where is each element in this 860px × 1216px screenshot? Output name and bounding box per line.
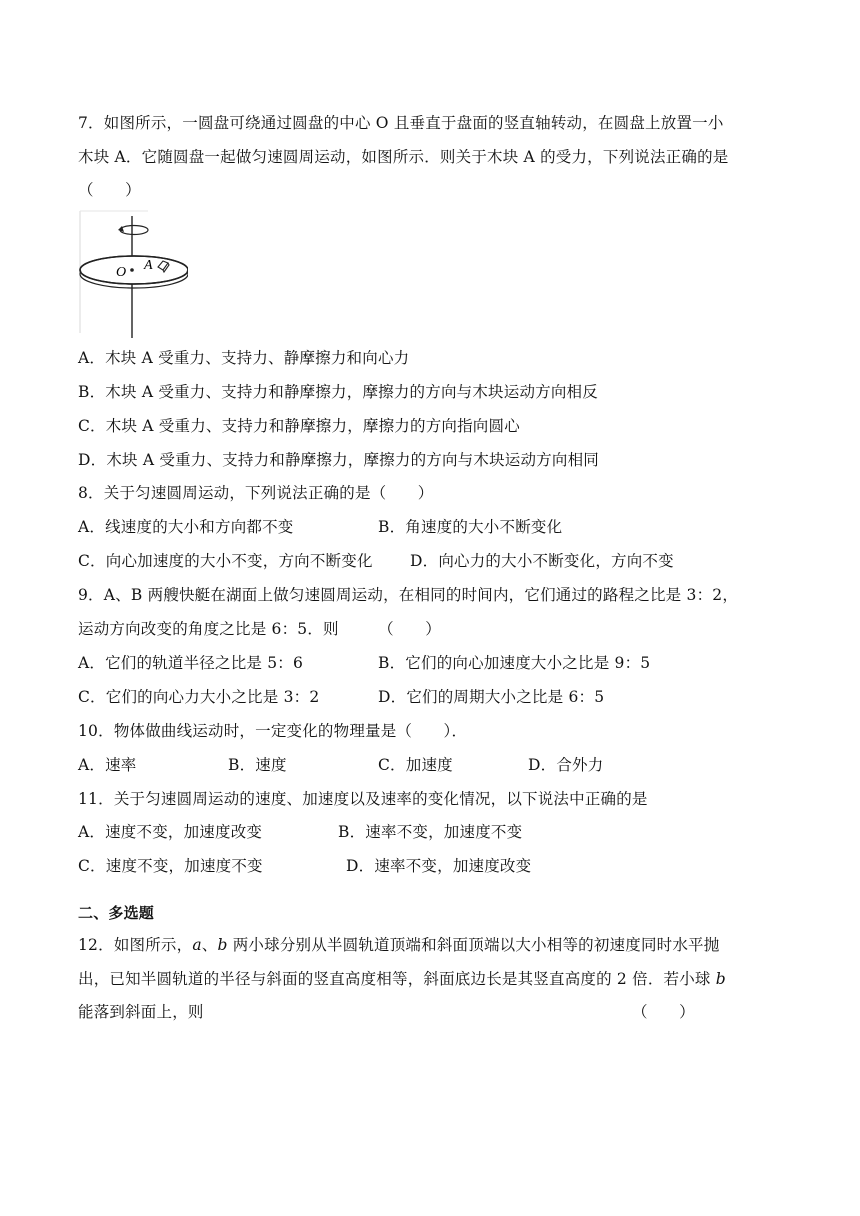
- q8-option-c: C．向心加速度的大小不变，方向不断变化: [78, 552, 373, 570]
- center-point: [130, 268, 134, 272]
- q11-option-b: B．速率不变，加速度不变: [338, 823, 523, 841]
- q9-stem-line2: 运动方向改变的角度之比是 6：5．则 （ ）: [78, 620, 441, 638]
- q10-option-a: A．速率: [78, 756, 137, 774]
- q11-option-d: D．速率不变，加速度改变: [346, 857, 532, 875]
- q9-option-b: B．它们的向心加速度大小之比是 9：5: [378, 654, 651, 672]
- var-a: a: [192, 936, 202, 954]
- q11-option-c: C．速度不变，加速度不变: [78, 857, 263, 875]
- var-b-2: b: [715, 970, 726, 988]
- q11-option-a: A．速度不变，加速度改变: [78, 823, 263, 841]
- q8-option-b: B．角速度的大小不断变化: [378, 518, 563, 536]
- q9-option-a: A．它们的轨道半径之比是 5：6: [78, 654, 304, 672]
- q7-figure-rotating-disc: [78, 208, 188, 338]
- q11-stem: 11．关于匀速圆周运动的速度、加速度以及速率的变化情况，以下说法中正确的是: [78, 790, 648, 808]
- q10-option-d: D．合外力: [528, 756, 604, 774]
- rotation-arrow-icon: [120, 226, 148, 235]
- q7-option-c: C．木块 A 受重力、支持力和静摩擦力，摩擦力的方向指向圆心: [78, 417, 520, 435]
- q12-stem-line3: 能落到斜面上，则: [78, 1003, 204, 1021]
- q8-option-d: D．向心力的大小不断变化，方向不变: [410, 552, 674, 570]
- section-title: 二、多选题: [78, 904, 155, 922]
- q7-option-a: A．木块 A 受重力、支持力、静摩擦力和向心力: [78, 349, 410, 367]
- q9-option-d: D．它们的周期大小之比是 6：5: [378, 688, 605, 706]
- label-o: O: [116, 265, 127, 280]
- q7-answer-bracket: （ ）: [78, 181, 141, 199]
- label-a: A: [144, 258, 153, 273]
- q7-stem-line1: 7．如图所示，一圆盘可绕通过圆盘的中心 O 且垂直于盘面的竖直轴转动，在圆盘上放置一小: [78, 114, 724, 132]
- q10-option-c: C．加速度: [378, 756, 453, 774]
- q10-stem: 10．物体做曲线运动时，一定变化的物理量是（ ）．: [78, 722, 468, 740]
- var-b: b: [217, 936, 228, 954]
- q8-option-a: A．线速度的大小和方向都不变: [78, 518, 294, 536]
- q10-option-b: B．速度: [228, 756, 287, 774]
- q9-stem-line1: 9．A、B 两艘快艇在湖面上做匀速圆周运动，在相同的时间内，它们通过的路程之比是 3：2，: [78, 586, 739, 604]
- q7-option-d: D．木块 A 受重力、支持力和静摩擦力，摩擦力的方向与木块运动方向相同: [78, 451, 599, 469]
- q12-stem-line1: 12．如图所示，a、b 两小球分别从半圆轨道顶端和斜面顶端以大小相等的初速度同时水平抛: [78, 936, 720, 954]
- q12-answer-bracket: （ ）: [632, 1003, 695, 1021]
- q7-stem-line2: 木块 A．它随圆盘一起做匀速圆周运动，如图所示．则关于木块 A 的受力，下列说法正确的是: [78, 148, 729, 166]
- q12-stem-line2: 出，已知半圆轨道的半径与斜面的竖直高度相等，斜面底边长是其竖直高度的 2 倍．若小球 b: [78, 970, 726, 988]
- q9-option-c: C．它们的向心力大小之比是 3：2: [78, 688, 320, 706]
- q7-option-b: B．木块 A 受重力、支持力和静摩擦力，摩擦力的方向与木块运动方向相反: [78, 383, 598, 401]
- q8-stem: 8．关于匀速圆周运动，下列说法正确的是（ ）: [78, 484, 434, 502]
